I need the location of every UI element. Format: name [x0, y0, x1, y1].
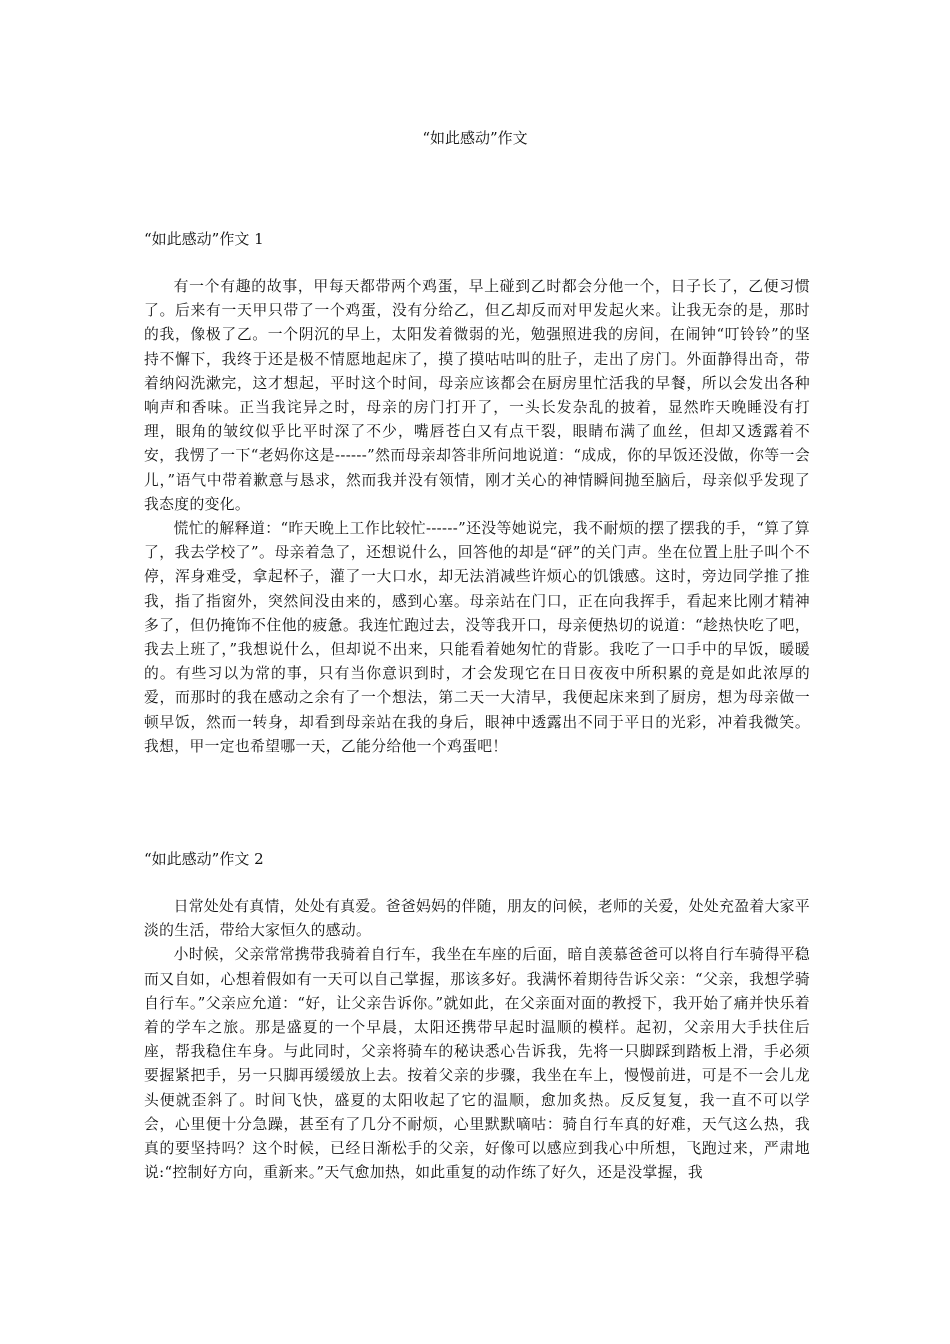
essay-section	[144, 228, 810, 759]
essay-heading: “如此感动”作文 2	[144, 850, 264, 868]
document-title: “如此感动”作文	[422, 129, 528, 147]
essay-paragraph: 有一个有趣的故事，甲每天都带两个鸡蛋，早上碰到乙时都会分他一个，日子长了，乙便习惯了。后来有一天甲只带了一个鸡蛋，没有分给乙，但乙却反而对甲发起火来。让我无奈的是，那时的我，像极了乙。一个阴沉的早上，太阳发着微弱的光，勉强照进我的房间，在闹钟“叮铃铃”的坚持不懈下，我终于还是极不情愿地起床了，摸了摸咕咕叫的肚子，走出了房门。外面静得出奇，带着纳闷洗漱完，这才想起，平时这个时间，母亲应该都会在厨房里忙活我的早餐，所以会发出各种响声和香味。正当我诧异之时，母亲的房门打开了，一头长发杂乱的披着，显然昨天晚睡没有打理，眼角的皱纹似乎比平时深了不少，嘴唇苍白又有点干裂，眼睛布满了血丝，但却又透露着不安，我愣了一下“老妈你这是------”然而母亲却答非所问地说道：“成成，你的早饭还没做，你等一会儿，”语气中带着歉意与恳求，然而我并没有领情，刚才关心的神情瞬间抛至脑后，母亲似乎发现了我态度的变化。	[144, 278, 810, 513]
essay-section	[144, 848, 810, 1185]
essay-paragraph: 日常处处有真情，处处有真爱。爸爸妈妈的伴随，朋友的问候，老师的关爱，处处充盈着大家平淡的生活，带给大家恒久的感动。	[144, 898, 810, 940]
essay-heading: “如此感动”作文 1	[144, 230, 264, 248]
essay-paragraph: 小时候，父亲常常携带我骑着自行车，我坐在车座的后面，暗自羡慕爸爸可以将自行车骑得平稳而又自如，心想着假如有一天可以自己掌握，那该多好。我满怀着期待告诉父亲：“父亲，我想学骑自行车。”父亲应允道：“好，让父亲告诉你。”就如此，在父亲面对面的教授下，我开始了痛并快乐着着的学车之旅。那是盛夏的一个早晨，太阳还携带早起时温顺的模样。起初，父亲用大手扶住后座，帮我稳住车身。与此同时，父亲将骑车的秘诀悉心告诉我，先将一只脚踩到踏板上滑，手必须要握紧把手，另一只脚再缓缓放上去。按着父亲的步骤，我坐在车上，慢慢前进，可是不一会儿龙头便就歪斜了。时间飞快，盛夏的太阳收起了它的温顺，愈加炙热。反反复复，我一直不可以学会，心里便十分急躁，甚至有了几分不耐烦，心里默默嘀咕：骑自行车真的好难，天气这么热，我真的要坚持吗？这个时候，已经日渐松手的父亲，好像可以感应到我心中所想，飞跑过来，严肃地说:“控制好方向，重新来。”天气愈加热，如此重复的动作练了好久，还是没掌握，我	[144, 946, 810, 1182]
essay-paragraph: 慌忙的解释道：“昨天晚上工作比较忙------”还没等她说完，我不耐烦的摆了摆我的手，“算了算了，我去学校了”。母亲着急了，还想说什么，回答他的却是“砰”的关门声。坐在位置上肚子叫个不停，浑身难受，拿起杯子，灌了一大口水，却无法消减些许烦心的饥饿感。这时，旁边同学推了推我，指了指窗外，突然间没由来的，感到心塞。母亲站在门口，正在向我挥手，看起来比刚才精神多了，但仍掩饰不住他的疲惫。我连忙跑过去，没等我开口，母亲便热切的说道：“趁热快吃了吧，我去上班了，”我想说什么，但却说不出来，只能看着她匆忙的背影。我吃了一口手中的早饭，暖暖的。有些习以为常的事，只有当你意识到时，才会发现它在日日夜夜中所积累的竟是如此浓厚的爱，而那时的我在感动之余有了一个想法，第二天一大清早，我便起床来到了厨房，想为母亲做一顿早饭，然而一转身，却看到母亲站在我的身后，眼神中透露出不同于平日的光彩，冲着我微笑。我想，甲一定也希望哪一天，乙能分给他一个鸡蛋吧！	[144, 520, 810, 755]
